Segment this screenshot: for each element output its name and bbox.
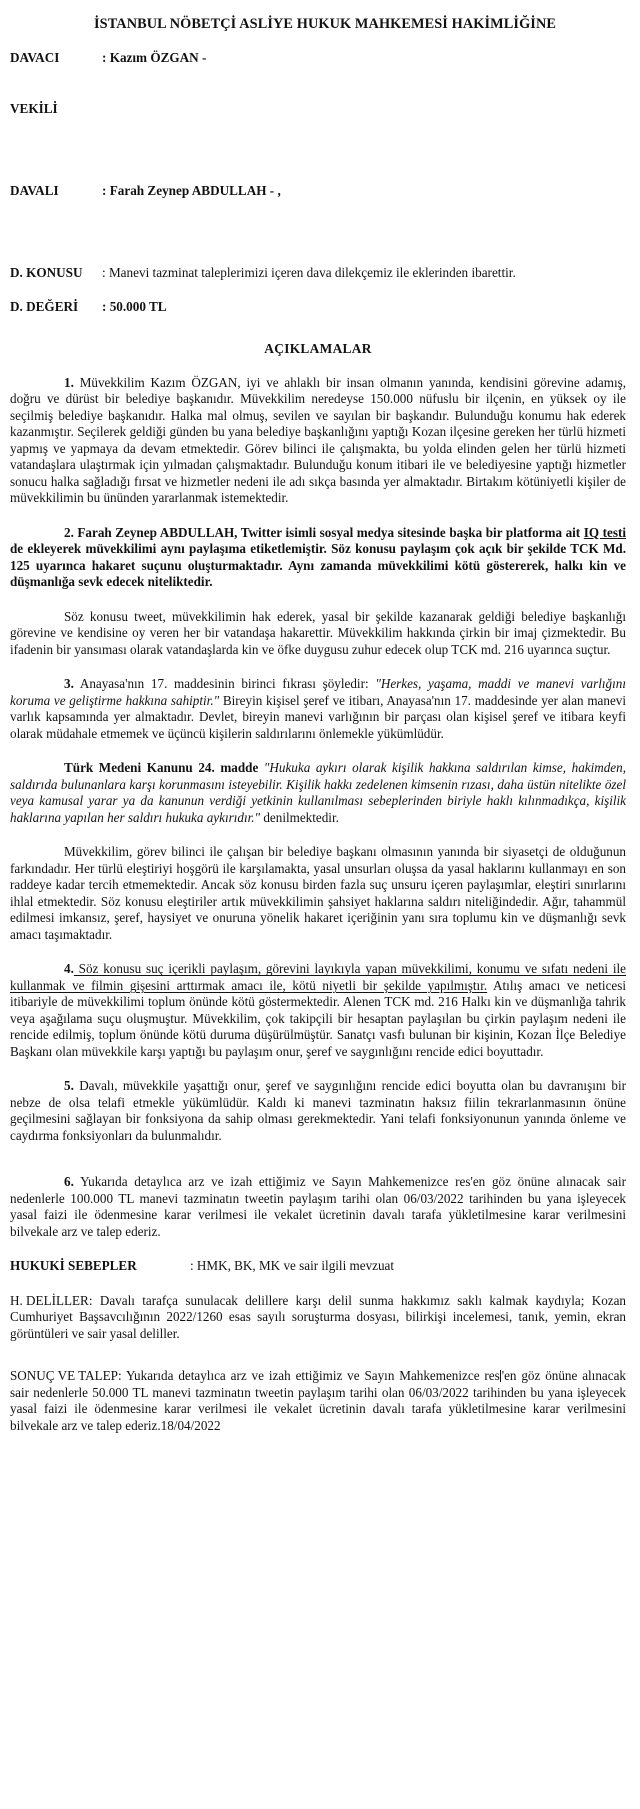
paragraph-3 <box>10 609 626 659</box>
defendant-row <box>10 183 626 199</box>
conclusion-text-part2: 'en göz önüne alınacak sair nedenlerle 50.000 TL manevi tazminatın tweetin paylaşım tarihi olan 06/03/2022 tarihinden bu yana işleyecek yasal faizi ile ödenmesine karar verilmesi ile vekalet ücretinin davalı tarafa yükletilmesine karar verilmesini bilvekale arz ve talep ederiz.18/04/2022 <box>10 1368 626 1433</box>
plaintiff-value: : Kazım ÖZGAN - <box>102 50 207 66</box>
paragraph-2-underlined-term: IQ testi <box>583 524 626 540</box>
defendant-value: : Farah Zeynep ABDULLAH - , <box>102 182 281 198</box>
paragraph-8-number: 5. <box>64 1078 74 1094</box>
paragraph-4-text-part1: Anayasa'nın 17. maddesinin birinci fıkrası şöyledir: <box>73 676 376 692</box>
case-value-value: : 50.000 TL <box>102 298 167 314</box>
paragraph-1-text: Müvekkilim Kazım ÖZGAN, iyi ve ahlaklı bir insan olmanın yanında, kendisini görevine adamış, doğru ve dürüst bir belediye başkanıdır. Müvekkilim neredeyse 150.000 nüfuslu bir ilçenin, en yüksek oy ile seçilmiş belediye başkanıdır. Halka mal olmuş, sevilen ve sayılan bir başkandır. Bulunduğu konumu hak ederek kazanmıştır. Seçilerek geldiği günden bu yana belediye başkanlığını yaptığı Kozan ilçesine gereken her türlü hizmeti yapmış ve yapmaya da devam etmektedir. Görev bilinci ile çalışmakta, bu yolda elinden gelen her türlü hizmeti vatandaşlara ulaştırmak için yılmadan çalışmaktadır. Bulunduğu konum itibari ile ve belediyesine yaptığı hizmetler sonucu halka sağladığı fırsat ve hizmetler nedeni ile adı sıkça basında yer almaktadır. Birtakım kötüniyetli kişiler de müvekkilimin bu ününden yararlanmak istemektedir. <box>10 374 626 506</box>
plaintiff-label: DAVACI <box>10 50 60 66</box>
paragraph-5 <box>10 760 626 826</box>
paragraph-1-number: 1. <box>64 374 74 390</box>
paragraph-1 <box>10 375 626 507</box>
paragraph-5-civil-code-quote: "Hukuka aykırı olarak kişilik hakkına saldırılan kimse, hakimden, saldırıda bulunanlara karşı korunmasını isteyebilir. Kişilik hakkı zedelenen kimsenin rızası, daha üstün nitelikte özel veya kamusal yarar ya da kanunun verdiği yetkinin kullanılması sebeplerinden biriyle haklı kılınmadıkça, kişilik haklarına yapılan her saldırı hukuka aykırıdır." <box>10 760 626 825</box>
paragraph-9 <box>10 1174 626 1240</box>
paragraph-3-text: Söz konusu tweet, müvekkilimin hak ederek, yasal bir şekilde kazanarak geldiği belediye başkanlığı görevine ve kendisine oy veren her bir vatandaşa hakarettir. Müvekkilim hakkında çirkin bir imaj çizmektedir. Bu ifadenin bir yansıması olarak vatandaşlarda kin ve öfke duygusu zuhur edecek olup TCK md. 216 uyarınca suçtur. <box>10 608 626 657</box>
case-value-row <box>10 299 626 315</box>
conclusion-label: SONUÇ VE TALEP <box>10 1368 118 1384</box>
legal-grounds-label: HUKUKİ SEBEPLER <box>10 1258 137 1274</box>
conclusion-row <box>10 1368 626 1434</box>
paragraph-2-number: 2. <box>64 524 74 540</box>
subject-label: D. KONUSU <box>10 264 83 280</box>
conclusion-block <box>10 1368 626 1434</box>
court-header: İSTANBUL NÖBETÇİ ASLİYE HUKUK MAHKEMESİ HAKİMLİĞİNE <box>93 16 557 32</box>
evidence-value: : Davalı tarafça sunulacak delillere karşı delil sunma hakkımız saklı kalmak kaydıyla; Kozan Cumhuriyet Başsavcılığının 2022/1260 esas sayılı soruşturma dosyası, bilirkişi incelemesi, tanık, yemin, ekran görüntüleri ve sair yasal deliller. <box>10 1292 626 1341</box>
paragraph-5-lead: Türk Medeni Kanunu 24. madde <box>64 760 264 776</box>
evidence-row <box>10 1293 626 1343</box>
legal-grounds-value: : HMK, BK, MK ve sair ilgili mevzuat <box>190 1258 395 1274</box>
paragraph-5-tail: denilmektedir. <box>260 809 339 825</box>
paragraph-4 <box>10 676 626 742</box>
paragraph-7-underlined-text: Söz konusu suç içerikli paylaşım, görevini layıkıyla yapan müvekkilimi, konumu ve sıfatı nedeni ile kullanmak ve filmin gişesini arttırmak amacı ile, kötü niyetli bir şekilde yapılmıştır. <box>10 961 626 993</box>
plaintiff-row <box>10 50 626 66</box>
conclusion-text-part1: : Yukarıda detaylıca arz ve izah ettiğimiz ve Sayın Mahkemenizce res <box>117 1368 500 1384</box>
paragraph-7-number: 4. <box>64 961 74 977</box>
evidence-block <box>10 1293 626 1343</box>
paragraph-6 <box>10 844 626 943</box>
paragraph-9-number: 6. <box>64 1174 74 1190</box>
subject-row <box>10 265 626 281</box>
subject-value: : Manevi tazminat taleplerimizi içeren dava dilekçemiz ile eklerinden ibarettir. <box>102 264 516 280</box>
paragraph-4-number: 3. <box>64 676 74 692</box>
paragraph-8-text: Davalı, müvekkile yaşattığı onur, şeref ve saygınlığını rencide edici boyutta olan bu davranışını bir nebze de olsa telafi etmekle yükümlüdür. Kaldı ki manevi tazminatın haksız fiilin tekrarlanmasının önüne geçilmesini sağlayan bir fonksiyona da sahip olması gerekmektedir. Yani telafi fonksiyonunun yanında önleme ve caydırma fonksiyonları da bulunmalıdır. <box>10 1078 626 1143</box>
attorney-label: VEKİLİ <box>10 100 58 116</box>
evidence-label: H. DELİLLER <box>10 1292 89 1308</box>
paragraph-2-text-part2: de ekleyerek müvekkilimi aynı paylaşıma etiketlemiştir. Söz konusu paylaşım çok açık bir şekilde TCK Md. 125 uyarınca hakaret suçunu oluşturmaktadır. Aynı zamanda müvekkilimi kötü göstererek, halkı kin ve düşmanlığa sevk edecek niteliktedir. <box>10 541 626 590</box>
paragraph-9-text: Yukarıda detaylıca arz ve izah ettiğimiz ve Sayın Mahkemenizce res'en göz önüne alınacak sair nedenlerle 100.000 TL manevi tazminatın tweetin paylaşım tarihi olan 06/03/2022 tarihinden bu yana işleyecek yasal faizi ile ödenmesine karar verilmesi ile vekalet ücretinin davalı tarafa yükletilmesine karar verilmesini bilvekale arz ve talep ederiz. <box>10 1174 626 1239</box>
paragraph-2 <box>10 525 626 591</box>
paragraph-7 <box>10 961 626 1060</box>
paragraph-2-text-part1: Farah Zeynep ABDULLAH, Twitter isimli sosyal medya sitesinde başka bir platforma ait <box>73 524 584 540</box>
paragraph-6-text: Müvekkilim, görev bilinci ile çalışan bir belediye başkanı olmasının yanında bir siyasetçi de olduğunun farkındadır. Her türlü eleştiriyi hoşgörü ile karşılamakta, yasal unsurları oluşsa da yasal haklarını kullanmayı en son raddeye kadar tercih etmemektedir. Ancak söz konusu birden fazla suç unsuru içeren paylaşımlar, eleştiri sınırlarını ihlal etmektedir. Söz konusu eleştiriler artık müvekkilimin şahsiyet haklarına saldırı niteliğindedir. Ağır, tahammül edilmesi imkansız, şeref, haysiyet ve onuruna yönelik hakaret içeriğinin yanı sıra toplumu kin ve düşmanlığı sevk amacı taşımaktadır. <box>10 844 626 942</box>
paragraph-8 <box>10 1078 626 1144</box>
explanations-heading: AÇIKLAMALAR <box>264 340 372 356</box>
paragraph-7-rest-text: Atılış amacı ve neticesi itibariyle de müvekkilimi toplum önünde kötü göstermektedir. Alenen TCK md. 216 Halkı kin ve düşmanlığa tahrik veya aşağılama suçu oluşmuştur. Müvekkilim, çok takipçili bir hesaptan paylaşılan bu çirkin paylaşım nedeni ile rencide edilmiş, toplum önünde kötü duruma düşürülmüştür. Sanatçı vasfı bulunan bir kişinin, Kozan İlçe Belediye Başkanı olan müvekkile karşı yaptığı bu paylaşım onur, şeref ve saygınlığını rencide edici boyuttadır. <box>10 977 626 1059</box>
defendant-label: DAVALI <box>10 182 59 198</box>
legal-grounds-row <box>10 1258 626 1275</box>
attorney-row <box>10 101 626 117</box>
case-value-label: D. DEĞERİ <box>10 298 79 314</box>
paragraph-4-constitution-quote: "Herkes, yaşama, maddi ve manevi varlığını koruma ve geliştirme hakkına sahiptir." <box>10 676 626 708</box>
paragraph-4-text-part2: Bireyin kişisel şeref ve itibarı, Anayasa'nın 17. maddesinde yer alan manevi varlık kapsamında yer almaktadır. Devlet, bireyin manevi varlığının bir parçası olan kişisel şeref ve itibara keyfi olarak müdahale etmemek ve üçüncü kişilerin saldırılarını önlemekle yükümlüdür. <box>10 692 627 741</box>
